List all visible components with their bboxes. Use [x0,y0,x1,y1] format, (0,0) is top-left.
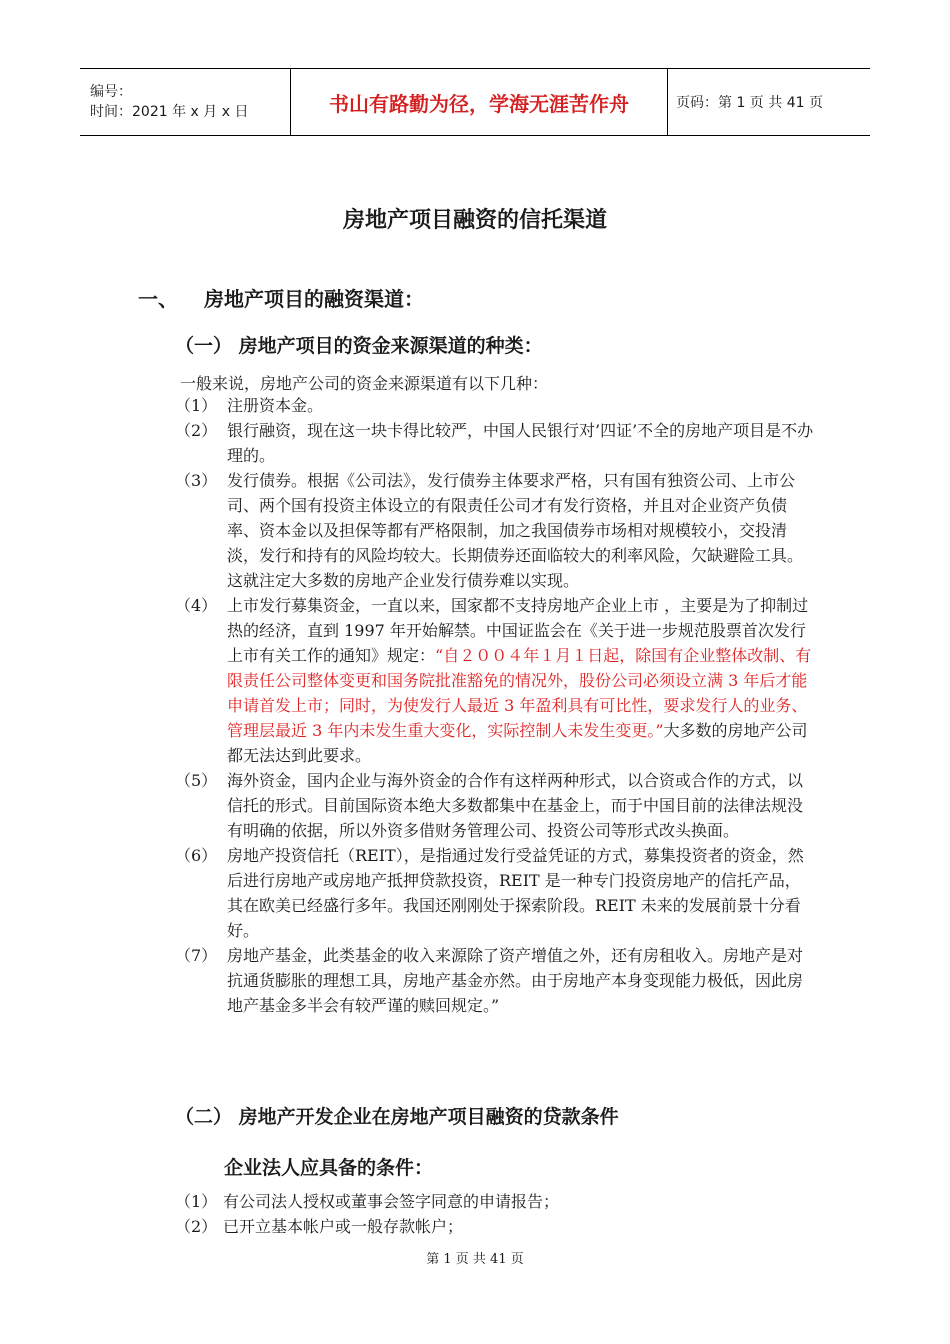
quoted-regulation-text: “自２００４年１月１日起，除国有企业整体改制、有限责任公司整体变更和国务院批准豁免的情况外，股份公司必须设立满 3 年后才能申请首发上市；同时，为使发行人最近 3 年盈利具有可比性，要求发行人的业务、管理层最近 3 年内未发生重大变化，实际控制人未发生变更。” [227,646,812,740]
subsection-heading-2: （二） 房地产开发企业在房地产项目融资的贷款条件 [175,1106,619,1128]
list-item [175,393,815,418]
item-number: （2） [175,1217,218,1236]
header-meta [80,69,291,135]
list-item [175,1214,815,1239]
item-number: （1） [175,1192,218,1211]
document-title: 房地产项目融资的信托渠道 [342,208,607,233]
number-label: 编号： [90,84,132,100]
header-motto [291,69,668,135]
item-number: （6） [175,846,218,865]
conditions-heading: 企业法人应具备的条件： [224,1157,434,1179]
item-text: 有公司法人授权或董事会签字同意的申请报告； [223,1192,560,1211]
list-item [175,593,815,768]
item-text: 房地产投资信托（REIT），是指通过发行受益凭证的方式，募集投资者的资金，然后进行房地产或房地产抵押贷款投资，REIT 是一种专门投资房地产的信托产品，其在欧美已经盛行多年。我国还刚刚处于探索阶段。REIT 未来的发展前景十分看好。 [227,846,804,940]
item-text-before: 上市发行募集资金，一直以来，国家都不支持房地产企业上市 ，主要是为了抑制过热的经济，直到 1997 年开始解禁。中国证监会在《关于进一步规范股票首次发行上市有关工作的通知》规定： [227,596,809,665]
list-item [175,768,815,843]
item-text: 海外资金，国内企业与海外资金的合作有这样两种形式，以合资或合作的方式，以信托的形式。目前国际资本绝大多数都集中在基金上，而于中国目前的法律法规没有明确的依据，所以外资多借财务管理公司、投资公司等形式改头换面。 [227,771,804,840]
item-text: 房地产基金，此类基金的收入来源除了资产增值之外，还有房租收入。房地产是对抗通货膨胀的理想工具，房地产基金亦然。由于房地产本身变现能力极低，因此房地产基金多半会有较严谨的赎回规定。” [227,946,804,1015]
item-number: （2） [175,421,218,440]
intro-paragraph: 一般来说，房地产公司的资金来源渠道有以下几种： [180,374,549,393]
list-item [175,468,815,593]
item-text [227,593,815,768]
item-text: 发行债券。根据《公司法》，发行债券主体要求严格，只有国有独资公司、上市公司、两个国有投资主体设立的有限责任公司才有发行资格，并且对企业资产负债率、资本金以及担保等都有严格限制，加之我国债券市场相对规模较小，交投清淡，发行和持有的风险均较大。长期债券还面临较大的利率风险，欠缺避险工具。这就注定大多数的房地产企业发行债券难以实现。 [227,471,804,590]
list-item [175,418,815,468]
page-footer: 第 1 页 共 41 页 [426,1252,524,1267]
item-text-after: 大多数的房地产公司都无法达到此要求。 [227,721,808,765]
section-title: 房地产项目的融资渠道： [204,287,424,311]
section-heading-1 [138,283,424,312]
motto-text: 书山有路勤为径，学海无涯苦作舟 [329,91,629,116]
conditions-list [175,1189,815,1239]
item-text: 银行融资，现在这一块卡得比较严，中国人民银行对’四证’不全的房地产项目是不办理的。 [227,421,814,465]
item-number: （3） [175,471,218,490]
list-item [175,843,815,943]
item-number: （5） [175,771,218,790]
item-text: 已开立基本帐户或一般存款帐户； [223,1217,464,1236]
page-label: 页码：第 1 页 共 41 页 [676,95,823,111]
page-header [80,68,870,136]
item-text: 注册资本金。 [227,396,324,415]
date-label: 时间：2021 年 x 月 x 日 [90,104,249,120]
list-item [175,1189,815,1214]
item-number: （7） [175,946,218,965]
section-number: 一、 [138,287,178,311]
funding-channel-list [175,393,815,1018]
subsection-heading-1: （一） 房地产项目的资金来源渠道的种类： [175,335,543,357]
header-page [668,69,870,135]
item-number: （4） [175,596,218,615]
list-item [175,943,815,1018]
item-number: （1） [175,396,218,415]
